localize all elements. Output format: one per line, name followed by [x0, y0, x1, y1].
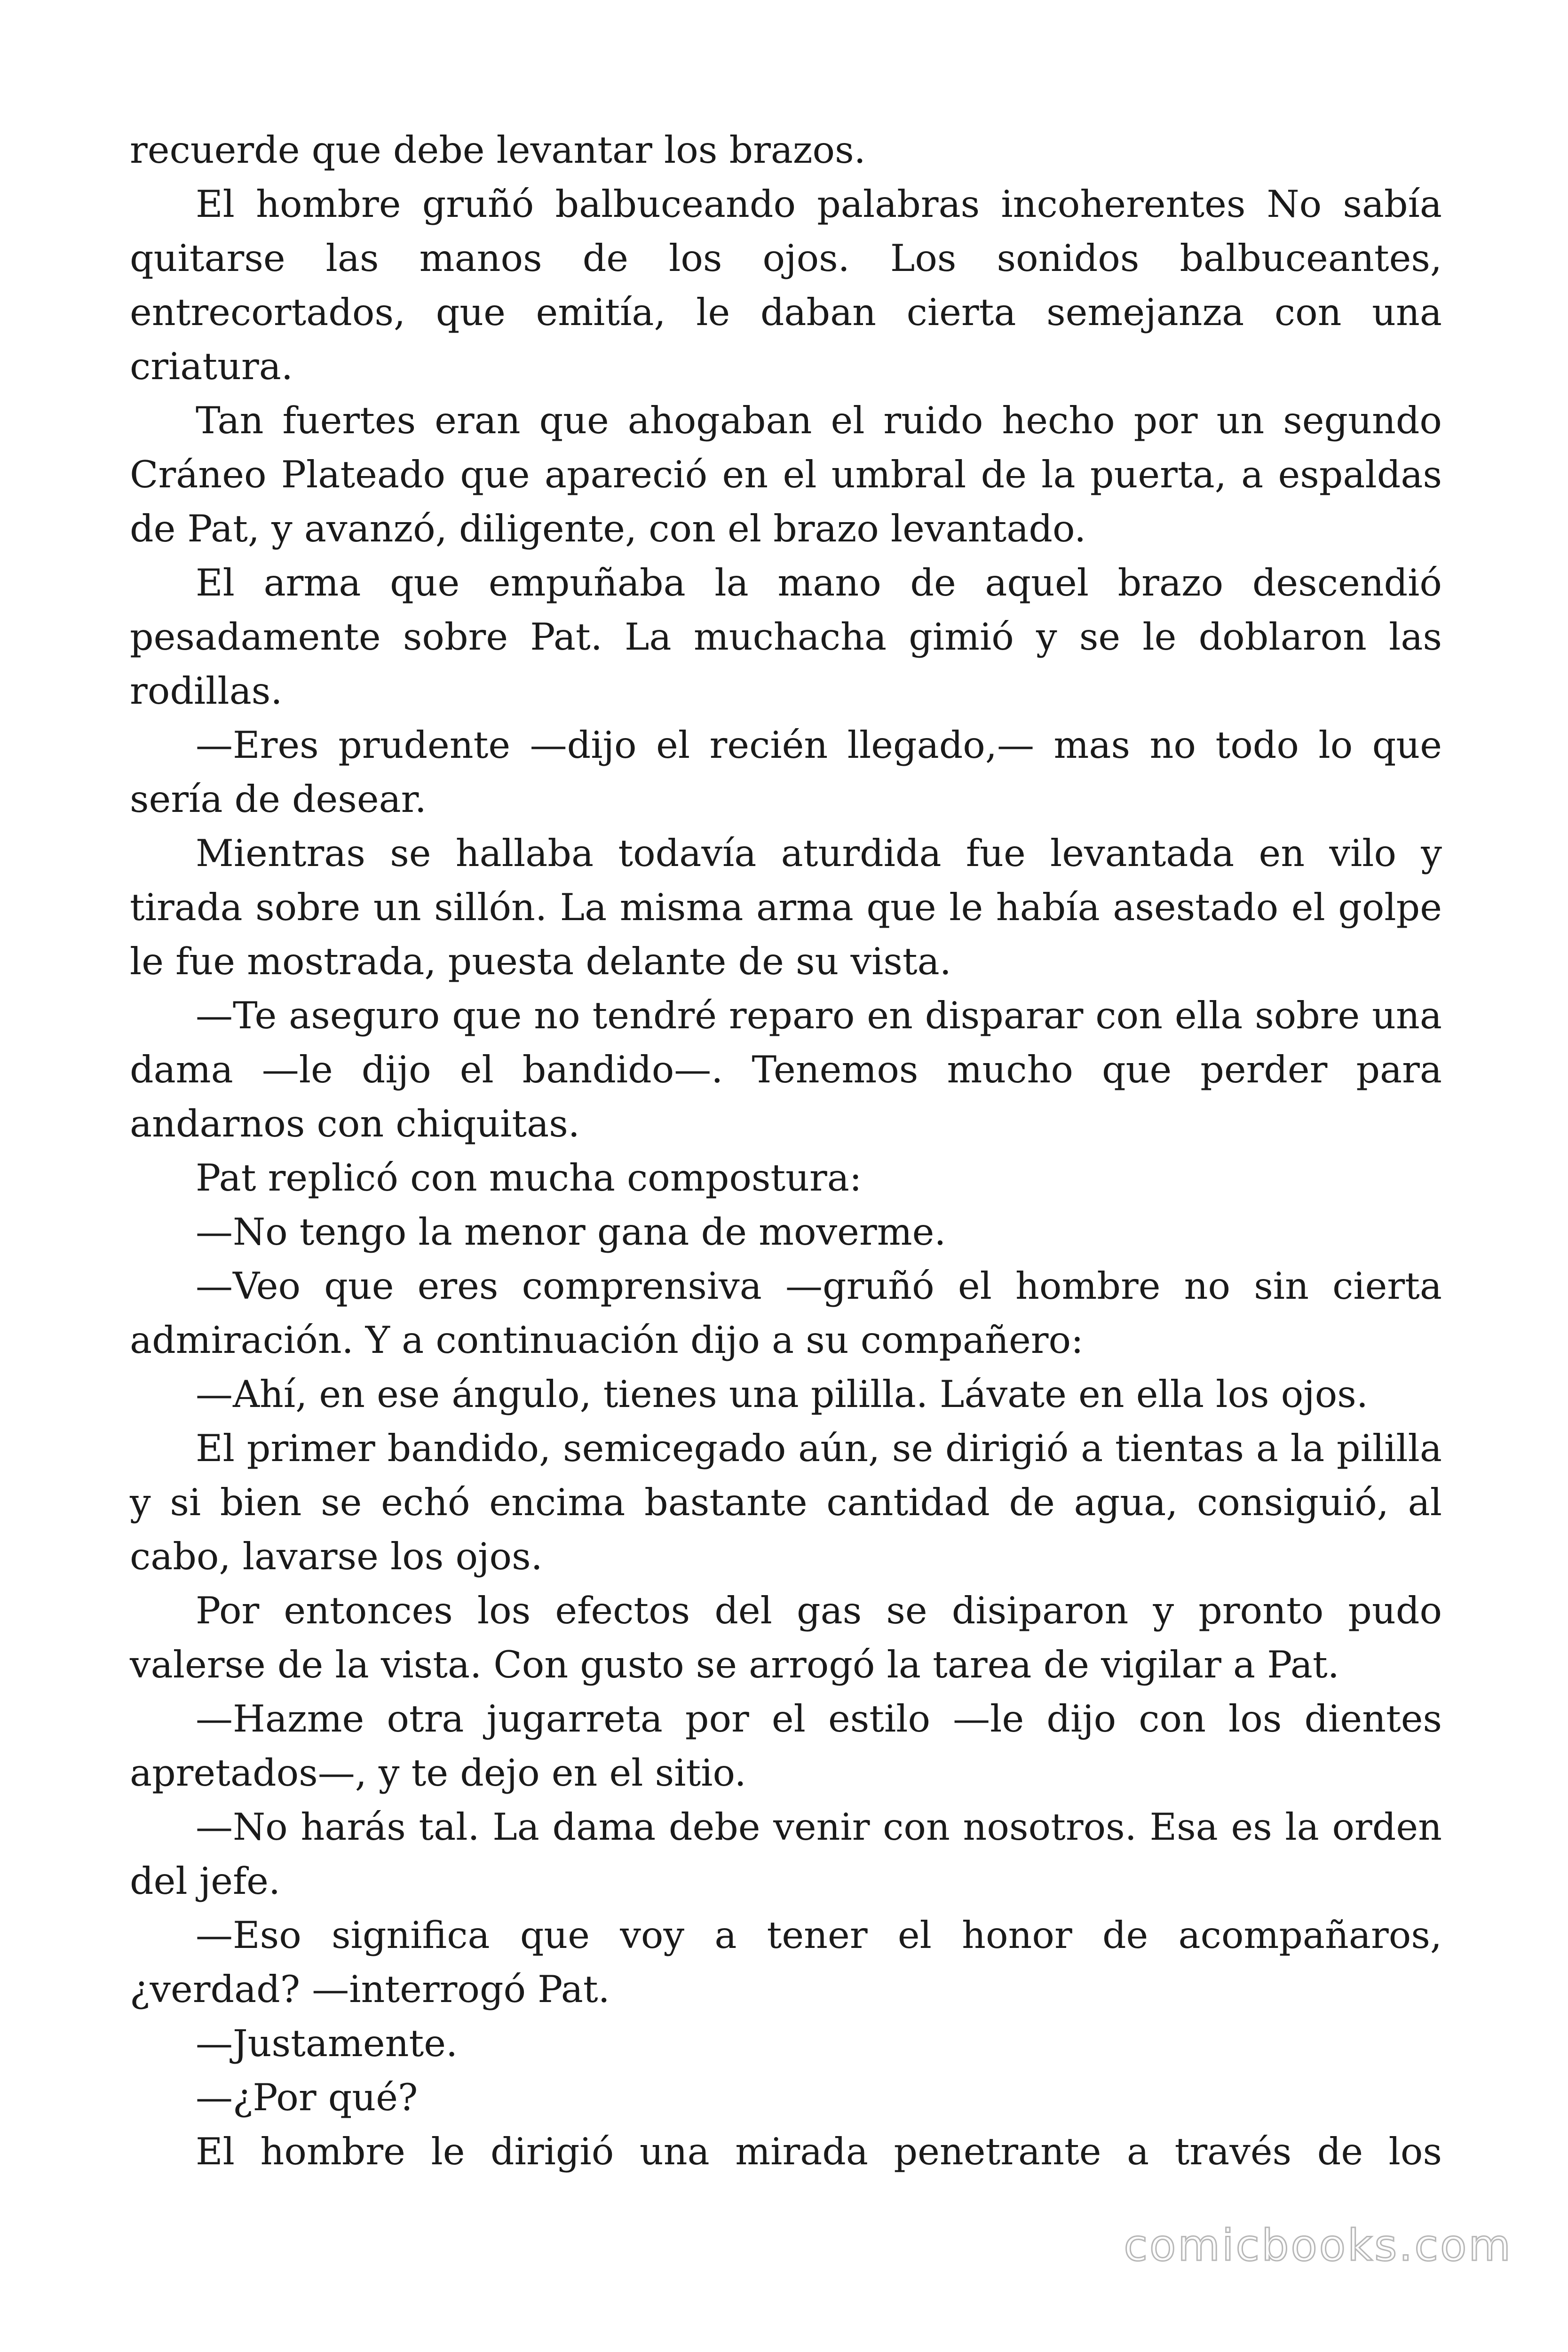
paragraph-2: El hombre gruñó balbuceando palabras incoherentes No sabía quitarse las manos de los ojos. Los sonidos balbuceantes, entrecortados, que emitía, le daban cierta semejanza con una criatura.: [130, 183, 1442, 388]
paragraph-5: —Eres prudente —dijo el recién llegado,— mas no todo lo que sería de desear.: [130, 723, 1442, 821]
paragraph-11: —Ahí, en ese ángulo, tienes una pililla. Lávate en ella los ojos.: [196, 1373, 1368, 1416]
paragraph-17: —Justamente.: [196, 2022, 458, 2065]
paragraph-12: El primer bandido, semicegado aún, se dirigió a tientas a la pililla y si bien se echó encima bastante cantidad de agua, consiguió, al cabo, lavarse los ojos.: [130, 1427, 1442, 1578]
paragraph-3: Tan fuertes eran que ahogaban el ruido hecho por un segundo Cráneo Plateado que apareció en el umbral de la puerta, a espaldas de Pat, y avanzó, diligente, con el brazo levantado.: [130, 399, 1442, 550]
paragraph-6: Mientras se hallaba todavía aturdida fue levantada en vilo y tirada sobre un sillón. La misma arma que le había asestado el golpe le fue mostrada, puesta delante de su vista.: [130, 832, 1442, 983]
paragraph-10: —Veo que eres comprensiva —gruñó el hombre no sin cierta admiración. Y a continuación dijo a su compañero:: [130, 1264, 1442, 1362]
page-text: [130, 123, 1442, 2179]
paragraph-9: —No tengo la menor gana de moverme.: [196, 1210, 946, 1254]
paragraph-8: Pat replicó con mucha compostura:: [196, 1156, 862, 1200]
paragraph-7: —Te aseguro que no tendré reparo en disparar con ella sobre una dama —le dijo el bandido—. Tenemos mucho que perder para andarnos con chiquitas.: [130, 994, 1442, 1145]
paragraph-19: El hombre le dirigió una mirada penetrante a través de los: [196, 2130, 1442, 2173]
paragraph-16: —Eso significa que voy a tener el honor de acompañaros, ¿verdad? —interrogó Pat.: [130, 1914, 1442, 2011]
paragraph-14: —Hazme otra jugarreta por el estilo —le dijo con los dientes apretados—, y te dejo en el sitio.: [130, 1697, 1442, 1795]
paragraph-4: El arma que empuñaba la mano de aquel brazo descendió pesadamente sobre Pat. La muchacha gimió y se le doblaron las rodillas.: [130, 561, 1442, 713]
paragraph-1: recuerde que debe levantar los brazos.: [130, 128, 866, 172]
paragraph-13: Por entonces los efectos del gas se disiparon y pronto pudo valerse de la vista. Con gusto se arrogó la tarea de vigilar a Pat.: [130, 1589, 1442, 1686]
paragraph-18: —¿Por qué?: [196, 2076, 418, 2119]
paragraph-15: —No harás tal. La dama debe venir con nosotros. Esa es la orden del jefe.: [130, 1805, 1442, 1903]
watermark: comicbooks.com: [1124, 2220, 1513, 2271]
